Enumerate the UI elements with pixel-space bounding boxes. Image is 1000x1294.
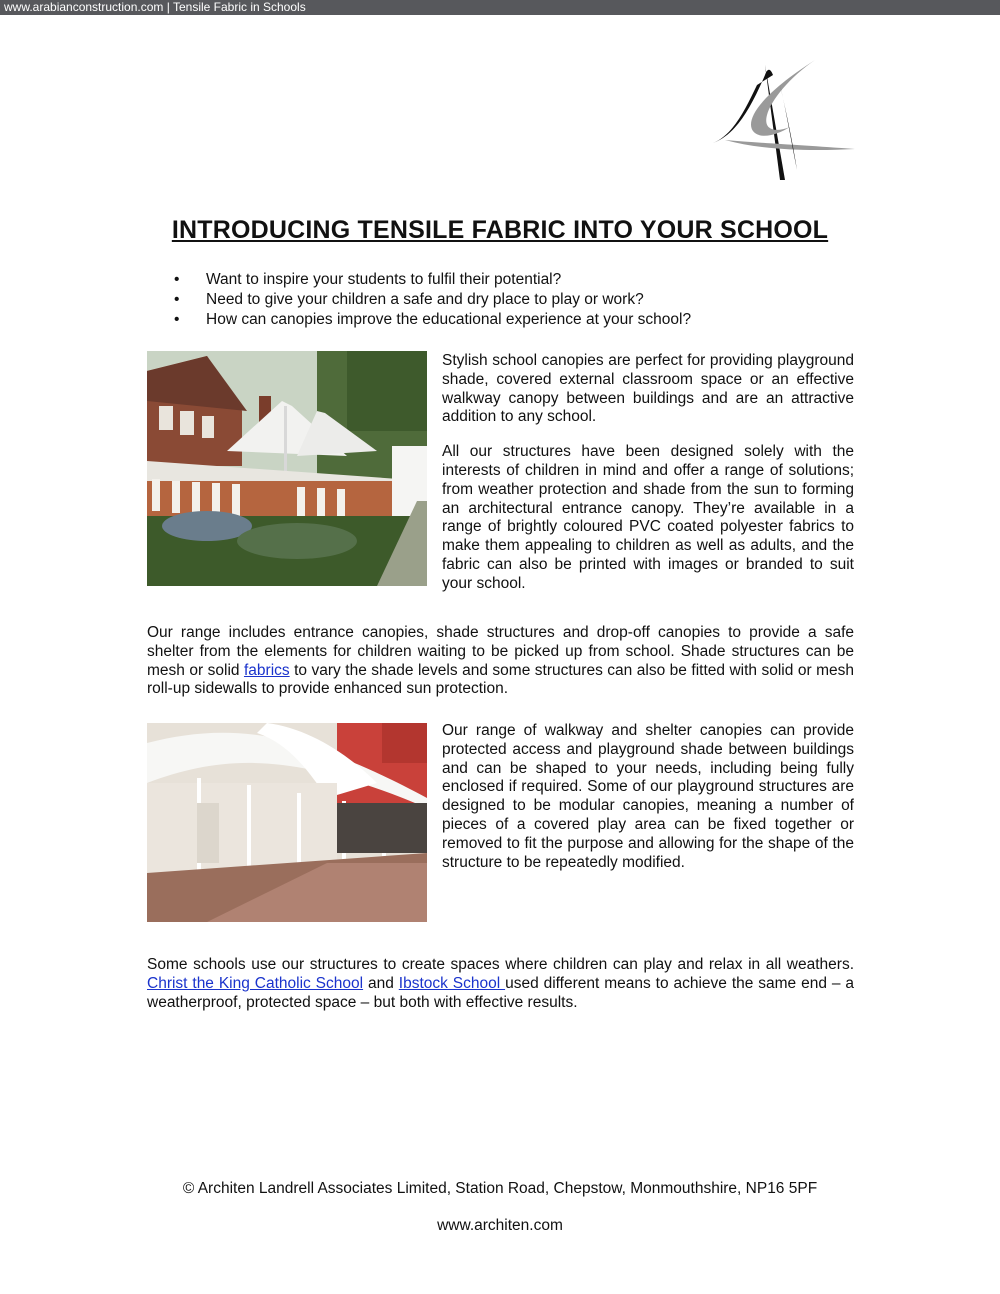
section2-text (442, 722, 854, 872)
walkway-canopy-photo (147, 723, 427, 922)
list-item: • Want to inspire your students to fulfil their potential? (174, 271, 562, 288)
playground-canopy-photo (147, 351, 427, 586)
footer-address: © Architen Landrell Associates Limited, Station Road, Chepstow, Monmouthshire, NP16 5PF (182, 1180, 818, 1197)
ibstock-school-link[interactable]: Ibstock School (398, 974, 506, 992)
architen-logo (705, 55, 860, 180)
structures-paragraph: All our structures have been designed solely with the interests of children in mind and offer a range of solutions; from weather protection and shade from the sun to forming an architectural entrance canopy. They’re available in a range of brightly coloured PVC coated polyester fabrics to make them appealing to children as well as adults, and the fabric can also be printed with images or branded to suit your school. (442, 443, 854, 592)
range-paragraph: Our range includes entrance canopies, shade structures and drop-off canopies to provide a safe shelter from the elements for children waiting to be picked up from school. Shade structures can be mesh or solid fabrics to vary the shade levels and some structures can also be fitted with solid or mesh roll-up sidewalls to provide enhanced sun protection. (147, 624, 854, 698)
schools-paragraph: Some schools use our structures to create spaces where children can play and relax in all weathers. Christ the King Catholic School and Ibstock School used different means to achieve the same end – a weatherproof, protected space – but both with effective results. (147, 956, 855, 1011)
page-title: INTRODUCING TENSILE FABRIC INTO YOUR SCHOOL (171, 216, 829, 244)
question-list (147, 270, 867, 330)
list-item: • Need to give your children a safe and dry place to play or work? (174, 291, 644, 308)
browser-title-text: www.arabianconstruction.com | Tensile Fabric in Schools (4, 0, 306, 14)
intro-paragraph: Stylish school canopies are perfect for providing playground shade, covered external classroom space or an effective walkway canopy between buildings and are an attractive addition to any school. (442, 352, 854, 426)
list-item: • How can canopies improve the educational experience at your school? (174, 311, 692, 328)
walkway-paragraph: Our range of walkway and shelter canopies can provide protected access and playground shade between buildings and can be shaped to your needs, including being fully enclosed if required. Some of our playground structures are designed to be modular canopies, meaning a number of pieces of a covered play area can be fixed together or removed to fit the purpose and allowing for the shape of the structure to be repeatedly modified. (442, 722, 854, 871)
section1-text (442, 352, 854, 594)
footer-website: www.architen.com (437, 1217, 563, 1234)
browser-title-bar (0, 0, 1000, 15)
christ-the-king-link[interactable]: Christ the King Catholic School (147, 974, 364, 992)
schools-text (147, 956, 854, 1012)
range-text (147, 624, 854, 699)
fabrics-link[interactable]: fabrics (243, 661, 290, 679)
